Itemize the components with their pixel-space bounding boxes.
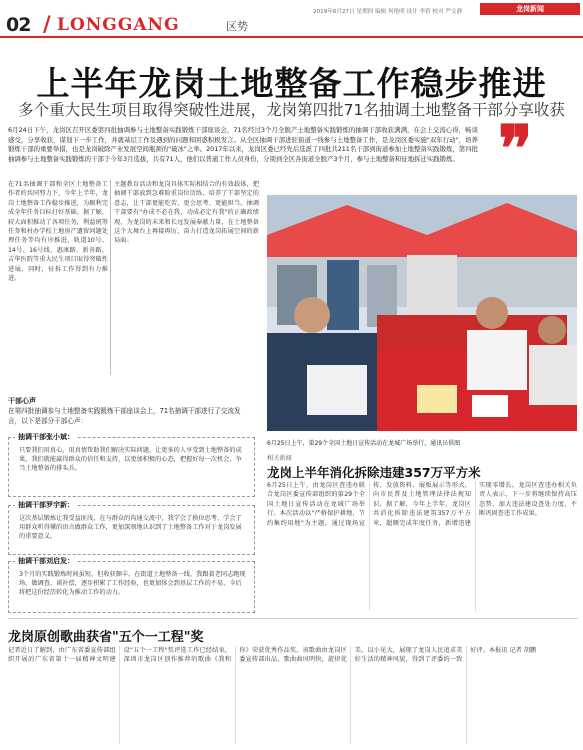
quote-box	[8, 501, 255, 555]
bottom-divider	[8, 618, 578, 619]
quote-box	[8, 433, 255, 497]
photo-caption: 6月25日上午，第29个全国土地日宣传活动在龙城广场举行，通讯员供图	[267, 440, 461, 447]
quote-box-body: 3个月的实践锻炼时间虽短，但收获颇丰。在街道土地整备一线，我跟着老同志跑现场、做调查、谈补偿，逐步积累了工作经验，也更加体会到基层工作的不易，今后将把这份经历转化为推动工作的动力。	[19, 571, 246, 596]
header-divider	[0, 36, 583, 38]
issue-meta: 2019年6月27日 星期四 编辑 何艳明 设计 李蓓 校对 严文静	[313, 9, 463, 15]
quote-box-title: 抽调干部张小斌：	[15, 432, 77, 442]
bottom-article-title: 龙岗原创歌曲获省"五个一工程"奖	[8, 630, 204, 645]
section-label: 干部心声	[8, 397, 36, 405]
quote-icon: ❞	[498, 112, 533, 187]
related-news-label: 相关新闻	[267, 455, 292, 462]
newspaper-brand: 龙岗新闻	[480, 3, 580, 15]
headline: 上半年龙岗土地整备工作稳步推进	[36, 64, 547, 103]
quote-box-title: 抽调干部罗宇新：	[15, 500, 77, 510]
quote-box-body: 只要我们用真心，用真情帮助我们解决实际问题，让更多的人享受到土地整备的成果，我们就能赢得群众的信任和支持，以更加积极的心态，把握好每一次机会，争当土地整备的排头兵。	[19, 447, 242, 472]
article-column-1: 在71名抽调干部和全区土地整备工作者的共同努力下，今年上半年，龙岗土地整备工作稳步推进，为顺利完成全年任务目标打好基础。据了解，较大面积推动了各项任务，利益统筹任务和村办学校土地房产遗留问题处理任务等均有序推进，轨道10号、14号、16号线，惠康路、新善路、吉华医院等重大民生项目取得突破性进展，同时，征拆工作得到有力推进。	[8, 181, 108, 283]
bottom-article-body: 记者近日了解到，由广东省委宣传部组织开展的广东省第十一届精神文明建设"五个一工程"奖评选工作已经结束，深圳市龙岗区创作推荐的歌曲《我和你》荣获优秀作品奖。该歌曲由龙岗区委宣传部出品，歌曲曲风明快，旋律优美，以小见大，展现了龙岗人民追求美好生活的精神风貌，得到了评委的一致好评。本报讯 记者 胡鹏	[8, 647, 537, 664]
article-column-2: 主题教育活动和龙岗具体实际相结合的有效载体，把抽调干部放到急难险重岗位历练，培养了干部坚定的意志，让干部更能吃苦、更会思考、更能担当。抽调干部要有"办成不必在我，功成必定有我"的正确政绩观，为龙岗的未来和长远发展奉献力量，在土地整备这个大舞台上再接再厉，奋力打造龙岗拓展空间的新局面。	[114, 181, 259, 245]
section-intro: 在第四批抽调参与土地整备实践锻炼干部座谈会上，71名抽调干部进行了交流发言，以下是部分干部心声：	[8, 407, 241, 425]
photo-illustration	[267, 195, 577, 431]
quote-box-body: 这次基层锻炼让我受益匪浅，在与群众的沟通交流中，我学会了换位思考，学会了用群众听得懂的语言做群众工作，更加深刻地认识到了土地整备工作对于龙岗发展的重要意义。	[19, 515, 242, 540]
quote-box-title: 抽调干部刘启发：	[15, 556, 77, 566]
section-name: LONGGANG	[57, 15, 180, 35]
subheadline: 多个重大民生项目取得突破性进展，龙岗第四批71名抽调土地整备干部分享收获	[18, 101, 565, 119]
quote-box	[8, 557, 255, 613]
lead-paragraph: 6月24日下午，龙岗区召开区委第四批抽调参与土地整备实践锻炼干部座谈会，71名经过3个月全脱产土地整备实践锻炼的抽调干部收获满满，在会上交流心得，畅谈感受，分享收获，谋划下一步工作，并就基层工作及遇到的问题和困惑积极发言。从全区抽调干部进驻街道一线参与土地整备工作，是龙岗区委实施"双年行动"，培养锻炼干部的重要举措，也是龙岗破除产业发展空间瓶颈的"破冰"之举。2017年以来，龙岗区委已经先后选派了四批共211名干部到街道参加土地整备实践锻炼，第四批抽调参与土地整备实践锻炼的干部于今年3月选拔，共有71人，他们以普通工作人员身份，分别到全区各街道全脱产3个月，参与土地整备和征地拆迁实践锻炼。	[8, 126, 478, 163]
page-number: 02	[6, 14, 31, 36]
header-slash: /	[43, 12, 51, 36]
related-news-title: 龙岗上半年消化拆除违建357万平方米	[267, 465, 481, 480]
related-news-body: 6月25日上午，由龙岗区查违办联合龙岗区委宣传部组织的第29个全国土地日宣传活动在龙城广场举行。本次活动以"严格保护耕地，节约集约用地"为主题，通过现场宣传、发放资料、展板展示等形式，向市民普及土地管理法律法规知识。据了解，今年上半年，龙岗区共消化拆除违法建筑357万平方米，超额完成年度任务，新增违建实现零增长。龙岗区查违办相关负责人表示，下一步将继续保持高压态势，加大违法建设查处力度，不断巩固查违工作成果。	[267, 482, 577, 527]
section-zone: 区势	[226, 20, 248, 33]
event-photo	[267, 195, 577, 431]
column-divider	[110, 180, 111, 375]
